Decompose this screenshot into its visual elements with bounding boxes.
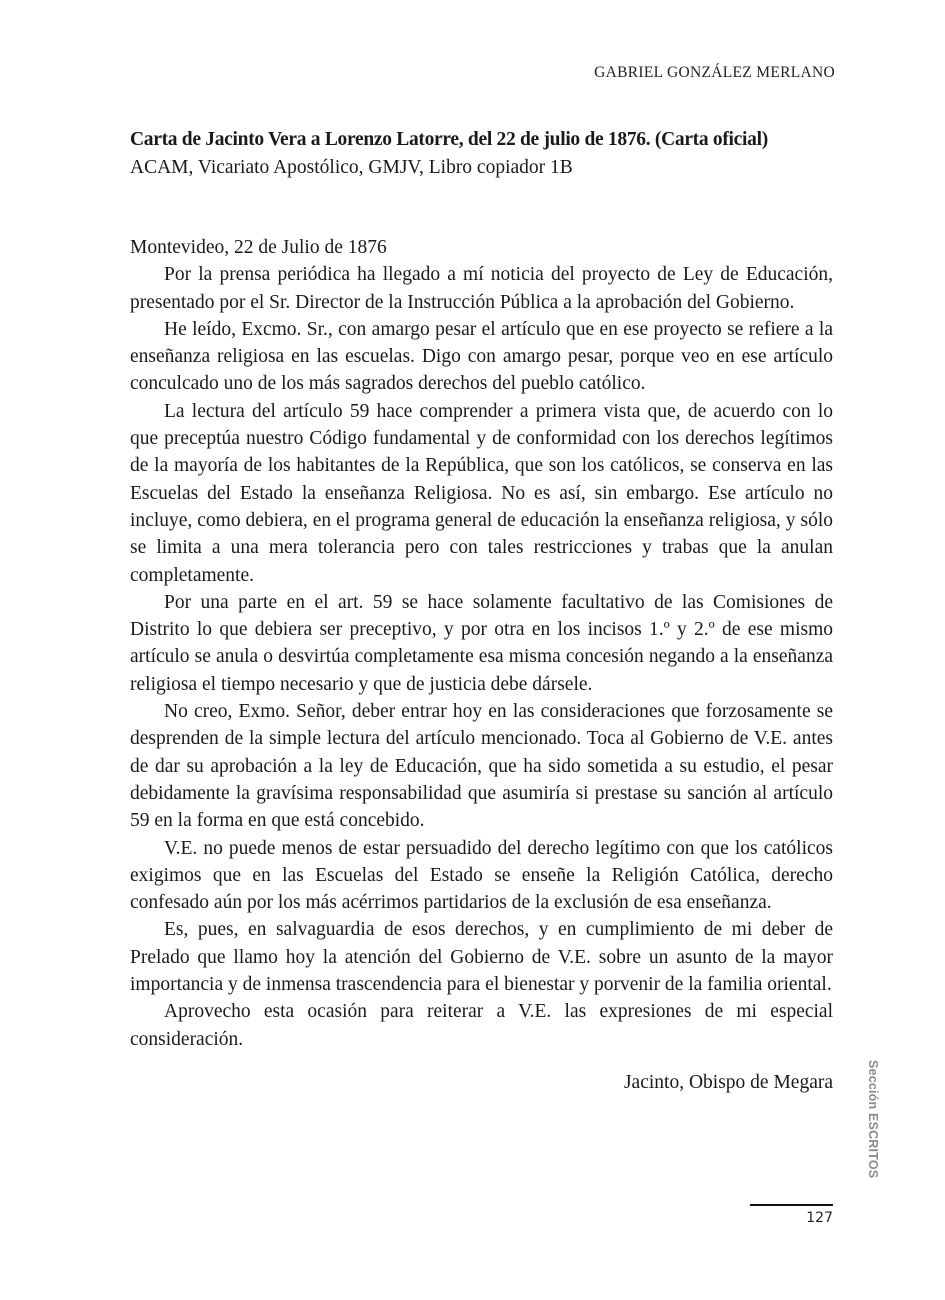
footer-rule <box>750 1204 833 1206</box>
page-number: 127 <box>806 1210 833 1226</box>
paragraph: Es, pues, en salvaguardia de esos derechos, y en cumplimiento de mi deber de Prelado que llamo hoy la atención del Gobierno de V.E. sobre un asunto de la mayor importancia y de inmensa trascendencia para el bienestar y porvenir de la familia oriental. <box>130 919 833 996</box>
side-section-label: Sección ESCRITOS <box>866 1060 880 1179</box>
paragraph: Por una parte en el art. 59 se hace solamente facultativo de las Comisiones de Distrito lo que debiera ser preceptivo, y por otra en los incisos 1.º y 2.º de ese mismo artículo se anula o desvirtúa completamente esa misma concesión negando a la enseñanza religiosa el tiempo necesario y que de justicia debe dársele. <box>130 591 833 695</box>
paragraph: Aprovecho esta ocasión para reiterar a V.E. las expresiones de mi especial consideración. <box>130 1001 833 1050</box>
paragraph: V.E. no puede menos de estar persuadido del derecho legítimo con que los católicos exigimos que en las Escuelas del Estado se enseñe la Religión Católica, derecho confesado aún por los más acérrimos partidarios de la exclusión de esa enseñanza. <box>130 837 833 914</box>
running-head: GABRIEL GONZÁLEZ MERLANO <box>594 64 835 81</box>
paragraph: Por la prensa periódica ha llegado a mí noticia del proyecto de Ley de Educación, presentado por el Sr. Director de la Instrucción Pública a la aprobación del Gobierno. <box>130 264 833 313</box>
place-date: Montevideo, 22 de Julio de 1876 <box>130 237 387 258</box>
letter-block <box>130 126 833 1096</box>
paragraph: He leído, Excmo. Sr., con amargo pesar el artículo que en ese proyecto se refiere a la enseñanza religiosa en las escuelas. Digo con amargo pesar, porque veo en ese artículo conculcado uno de los más sagrados derechos del pueblo católico. <box>130 318 833 395</box>
paragraph: La lectura del artículo 59 hace comprender a primera vista que, de acuerdo con lo que preceptúa nuestro Código fundamental y de conformidad con los derechos legítimos de la mayoría de los habitantes de la República, que son los católicos, se conserva en las Escuelas del Estado la enseñanza Religiosa. No es así, sin embargo. Ese artículo no incluye, como debiera, en el programa general de educación la enseñanza religiosa, y sólo se limita a una mera tolerancia pero con tales restricciones y trabas que la anulan completamente. <box>130 400 833 586</box>
document-title: Carta de Jacinto Vera a Lorenzo Latorre, del 22 de julio de 1876. (Carta oficial) <box>130 129 768 150</box>
document-source: ACAM, Vicariato Apostólico, GMJV, Libro copiador 1B <box>130 157 573 178</box>
paragraph: No creo, Exmo. Señor, deber entrar hoy en las consideraciones que forzosamente se desprenden de la simple lectura del artículo mencionado. Toca al Gobierno de V.E. antes de dar su aprobación a la ley de Educación, que ha sido sometida a su estudio, el pesar debidamente la gravísima responsabilidad que asumiría si prestase su sanción al artículo 59 en la forma en que está concebido. <box>130 701 833 832</box>
signature: Jacinto, Obispo de Megara <box>623 1071 833 1093</box>
